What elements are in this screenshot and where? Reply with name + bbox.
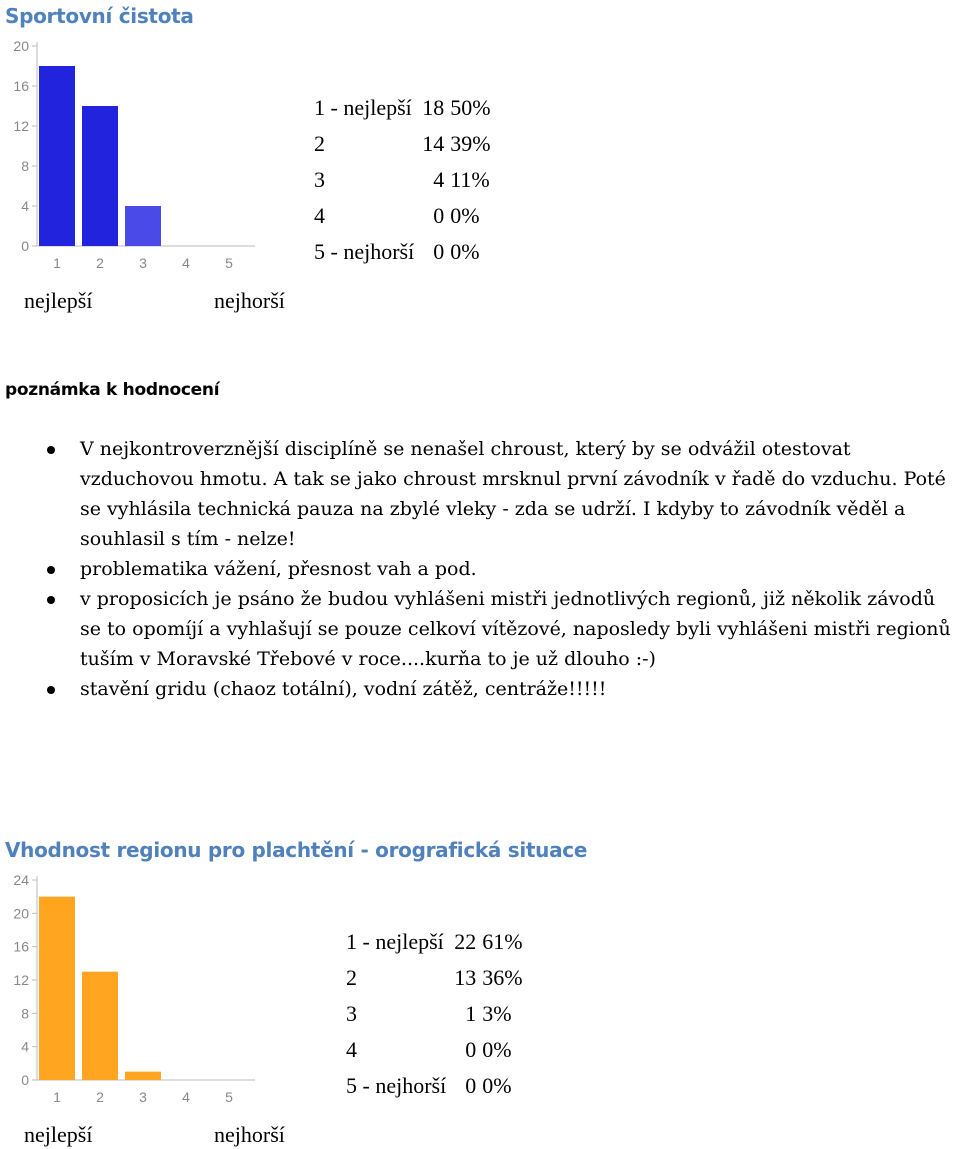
stats-label: 3 [346, 1001, 357, 1026]
stats-label: 5 - nejhorší [346, 1073, 447, 1098]
bar [125, 206, 161, 246]
x-tick-label: 5 [225, 1089, 233, 1105]
legend-best: nejlepší [24, 288, 93, 313]
x-tick-label: 2 [96, 1089, 104, 1105]
stats-row [346, 1068, 523, 1104]
stats-count: 0 [465, 1037, 477, 1062]
stats-percent: 0% [450, 239, 480, 264]
stats-percent: 61% [482, 929, 523, 954]
stats-count: 0 [433, 203, 445, 228]
list-item: stavění gridu (chaoz totální), vodní zátěž, centráže!!!!! [80, 674, 958, 704]
y-tick-label: 12 [13, 118, 29, 134]
stats-count: 4 [433, 167, 445, 192]
notes-list [0, 434, 958, 704]
stats-row [346, 1032, 523, 1068]
x-tick-label: 3 [139, 255, 147, 271]
stats-count: 1 [465, 1001, 477, 1026]
stats-table-sport-cleanliness [314, 90, 491, 270]
bar [39, 897, 75, 1080]
stats-label: 2 [346, 965, 357, 990]
stats-row [346, 960, 523, 996]
list-item: V nejkontroverznější disciplíně se nenašel chroust, který by se odvážil otestovat vzduchovou hmotu. A tak se jako chroust mrsknul první závodník v řadě do vzduchu. Poté se vyhlásila technická pauza na zbylé vleky - zda se udrží. I kdyby to závodník věděl a souhlasil s tím - nelze! [80, 434, 958, 554]
notes-heading: poznámka k hodnocení [5, 380, 220, 400]
x-tick-label: 4 [182, 1089, 190, 1105]
x-tick-label: 3 [139, 1089, 147, 1105]
section-title-orographic-suitability: Vhodnost regionu pro plachtění - orografická situace [5, 838, 588, 862]
legend-worst: nejhorší [214, 1122, 285, 1147]
bar-chart-orographic-suitability [0, 870, 270, 1110]
stats-row [314, 198, 491, 234]
stats-percent: 39% [450, 131, 491, 156]
stats-count: 18 [422, 95, 445, 120]
stats-percent: 11% [450, 167, 490, 192]
list-item: v proposicích je psáno že budou vyhlášeni mistři jednotlivých regionů, již několik závodů se to opomíjí a vyhlašují se pouze celkoví vítězové, naposledy byli vyhlášeni mistři regionů tuším v Moravské Třebové v roce....kurňa to je už dlouho :-) [80, 584, 958, 674]
bar-chart-sport-cleanliness [0, 36, 270, 276]
y-tick-label: 16 [13, 78, 29, 94]
stats-percent: 0% [482, 1073, 512, 1098]
stats-count: 0 [465, 1073, 477, 1098]
x-tick-label: 2 [96, 255, 104, 271]
legend-best: nejlepší [24, 1122, 93, 1147]
stats-row [314, 90, 491, 126]
bar [82, 972, 118, 1080]
stats-row [314, 162, 491, 198]
stats-row [314, 234, 491, 270]
x-tick-label: 1 [53, 1089, 61, 1105]
stats-percent: 3% [482, 1001, 512, 1026]
stats-label: 4 [346, 1037, 357, 1062]
bar [82, 106, 118, 246]
y-tick-label: 20 [13, 905, 29, 922]
y-tick-label: 4 [21, 1038, 29, 1055]
stats-count: 22 [454, 929, 477, 954]
x-tick-label: 1 [53, 255, 61, 271]
section-title-sport-cleanliness: Sportovní čistota [5, 4, 194, 28]
y-tick-label: 20 [13, 38, 29, 54]
stats-label: 5 - nejhorší [314, 239, 415, 264]
y-tick-label: 16 [13, 938, 29, 955]
stats-percent: 50% [450, 95, 491, 120]
y-tick-label: 8 [21, 1005, 29, 1022]
stats-percent: 36% [482, 965, 523, 990]
y-tick-label: 12 [13, 972, 29, 988]
x-tick-label: 5 [225, 255, 233, 271]
stats-label: 3 [314, 167, 325, 192]
stats-label: 1 - nejlepší [314, 95, 412, 120]
y-tick-label: 24 [13, 872, 29, 888]
stats-row [346, 924, 523, 960]
list-item: problematika vážení, přesnost vah a pod. [80, 554, 958, 584]
stats-label: 2 [314, 131, 325, 156]
stats-label: 4 [314, 203, 325, 228]
y-tick-label: 8 [21, 158, 29, 174]
stats-percent: 0% [450, 203, 480, 228]
stats-count: 14 [422, 131, 445, 156]
stats-count: 0 [433, 239, 445, 264]
y-tick-label: 0 [21, 1072, 29, 1088]
stats-percent: 0% [482, 1037, 512, 1062]
x-tick-label: 4 [182, 255, 190, 271]
stats-count: 13 [454, 965, 477, 990]
y-tick-label: 4 [21, 198, 29, 214]
legend-worst: nejhorší [214, 288, 285, 313]
y-tick-label: 0 [21, 238, 29, 254]
stats-row [314, 126, 491, 162]
stats-label: 1 - nejlepší [346, 929, 444, 954]
bar [39, 66, 75, 246]
bar [125, 1072, 161, 1080]
stats-row [346, 996, 523, 1032]
stats-table-orographic-suitability [346, 924, 523, 1104]
